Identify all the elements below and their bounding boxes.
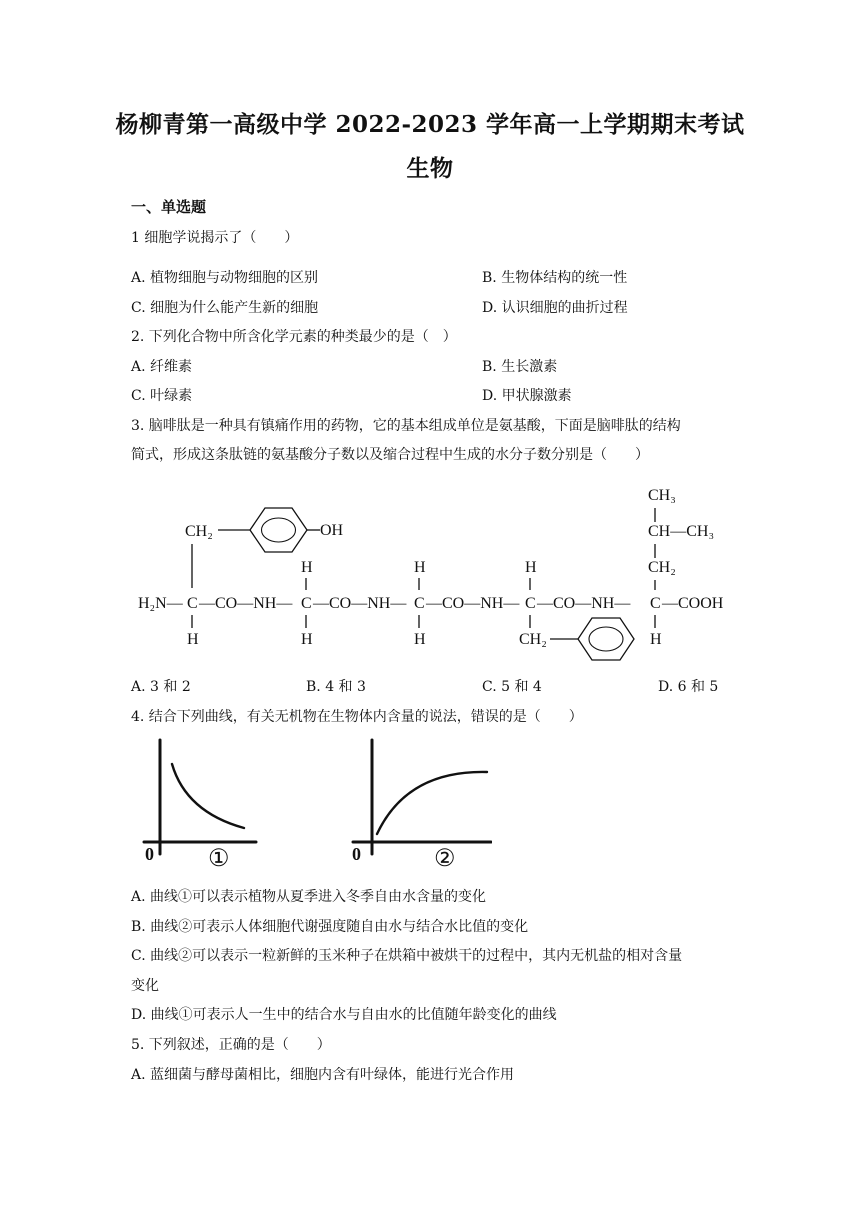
h-label-3: H [525, 559, 537, 576]
exam-title: 杨柳青第一高级中学 2022-2023 学年高一上学期期末考试 [115, 111, 745, 138]
q2-option-c: C. 叶绿素 [131, 388, 193, 404]
q1-option-b: B. 生物体结构的统一性 [482, 270, 628, 286]
h-label-2: H [414, 559, 426, 576]
backbone-link-4: —CO—NH— [537, 595, 631, 612]
backbone-cooh: —COOH [662, 595, 724, 612]
q1-option-a: A. 植物细胞与动物细胞的区别 [131, 270, 319, 286]
q4-option-c-continued: 变化 [131, 978, 159, 994]
graph-label-2: ② [434, 846, 456, 868]
q1-option-c: C. 细胞为什么能产生新的细胞 [131, 300, 319, 316]
decreasing-curve [172, 764, 244, 828]
q3-option-c: C. 5 和 4 [482, 679, 542, 695]
h-label-4: H [187, 631, 199, 648]
backbone-c4: C [525, 595, 536, 612]
subject-title: 生物 [406, 155, 454, 182]
backbone-c2: C [301, 595, 312, 612]
backbone-link-2: —CO—NH— [313, 595, 407, 612]
benzene-ring-top [250, 508, 307, 552]
q3-option-d: D. 6 和 5 [658, 679, 719, 695]
q3-option-b: B. 4 和 3 [306, 679, 366, 695]
h-label-5: H [301, 631, 313, 648]
question-3-stem-line-1: 3. 脑啡肽是一种具有镇痛作用的药物，它的基本组成单位是氨基酸，下面是脑啡肽的结构 [131, 418, 681, 434]
q2-option-d: D. 甲状腺激素 [482, 388, 572, 404]
q4-option-d: D. 曲线①可表示人一生中的结合水与自由水的比值随年龄变化的曲线 [131, 1007, 557, 1023]
backbone-h2n: H₂N— [138, 595, 183, 612]
ch3-top-label: CH₃ [648, 487, 676, 504]
enkephalin-structure [130, 478, 740, 670]
ch2-left-label: CH₂ [185, 523, 213, 540]
backbone-link-1: —CO—NH— [199, 595, 293, 612]
question-2-stem: 2. 下列化合物中所含化学元素的种类最少的是（ ） [131, 329, 457, 345]
h-label-1: H [301, 559, 313, 576]
q5-option-a: A. 蓝细菌与酵母菌相比，细胞内含有叶绿体，能进行光合作用 [131, 1067, 515, 1083]
origin-label-2: 0 [352, 844, 361, 864]
origin-label-1: 0 [145, 844, 154, 864]
q4-option-b: B. 曲线②可表示人体细胞代谢强度随自由水与结合水比值的变化 [131, 919, 529, 935]
q2-option-a: A. 纤维素 [131, 359, 193, 375]
q2-option-b: B. 生长激素 [482, 359, 558, 375]
ch2-bottom-label: CH₂ [519, 631, 547, 648]
increasing-curve [377, 772, 487, 834]
oh-label: OH [320, 522, 344, 539]
ch2-right-label: CH₂ [648, 559, 676, 576]
backbone-c5: C [650, 595, 661, 612]
graph-label-1: ① [208, 846, 230, 868]
q3-option-a: A. 3 和 2 [131, 679, 191, 695]
q4-option-c: C. 曲线②可以表示一粒新鲜的玉米种子在烘箱中被烘干的过程中，其内无机盐的相对含量 [131, 948, 683, 964]
question-4-stem: 4. 结合下列曲线，有关无机物在生物体内含量的说法，错误的是（ ） [131, 709, 583, 725]
backbone-c3: C [414, 595, 425, 612]
question-5-stem: 5. 下列叙述，正确的是（ ） [131, 1037, 331, 1053]
backbone-link-3: —CO—NH— [426, 595, 520, 612]
question-3-stem-line-2: 简式，形成这条肽链的氨基酸分子数以及缩合过程中生成的水分子数分别是（ ） [131, 447, 649, 463]
ch-ch3-label: CH—CH₃ [648, 523, 715, 540]
h-label-7: H [650, 631, 662, 648]
section-heading: 一、单选题 [131, 198, 207, 216]
q1-option-d: D. 认识细胞的曲折过程 [482, 300, 628, 316]
curve-graph-1 [138, 736, 258, 868]
backbone-c1: C [187, 595, 198, 612]
curve-graph-2 [347, 736, 492, 868]
h-label-6: H [414, 631, 426, 648]
question-1-stem: 1 细胞学说揭示了（ ） [131, 230, 299, 246]
q4-option-a: A. 曲线①可以表示植物从夏季进入冬季自由水含量的变化 [131, 889, 487, 905]
benzene-ring-bottom [578, 618, 634, 660]
